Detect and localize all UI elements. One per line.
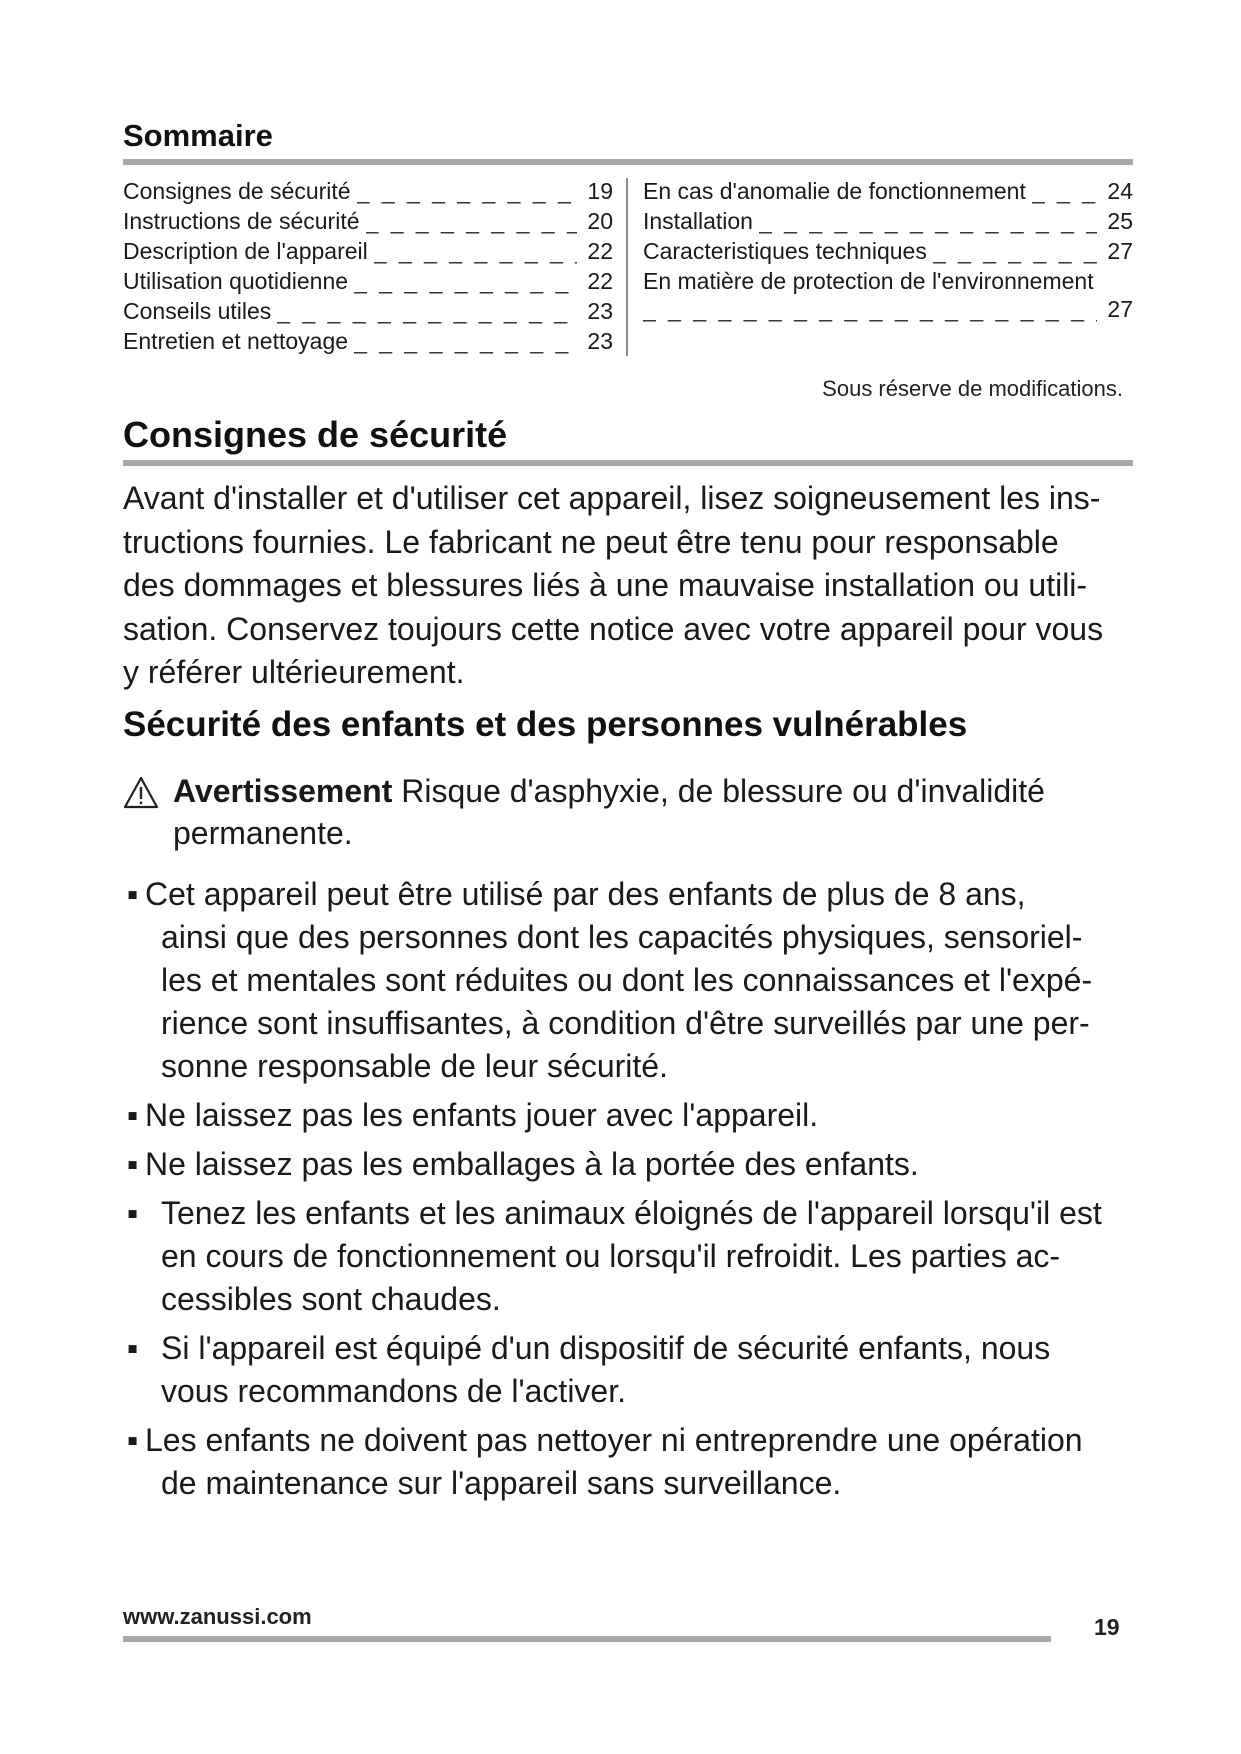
modification-note: Sous réserve de modifications. [822, 376, 1123, 401]
table-of-contents [123, 176, 1133, 361]
toc-entry[interactable] [643, 266, 1133, 294]
toc-entry-title: Instructions de sécurité [123, 208, 360, 234]
list-item-line: Si l'appareil est équipé d'un dispositif de sécurité enfants, nous [161, 1330, 1051, 1366]
toc-right-column [643, 176, 1133, 324]
list-item-line: rience sont insuffisantes, à condition d'être surveillés par une per- [161, 1005, 1090, 1041]
summary-title: Sommaire [123, 118, 273, 153]
list-item-line: les et mentales sont réduites ou dont les connaissances et l'expé- [161, 962, 1093, 998]
list-item [123, 873, 1133, 1088]
toc-entry-title: Entretien et nettoyage [123, 328, 349, 354]
section-rule [123, 460, 1133, 466]
toc-entry-page: 22 [587, 268, 613, 294]
footer-rule [123, 1636, 1051, 1642]
warning-block [123, 770, 1133, 854]
toc-entry-title: Description de l'appareil [123, 238, 368, 264]
toc-entry[interactable] [123, 266, 613, 296]
section-title: Consignes de sécurité [123, 414, 508, 455]
intro-line: des dommages et blessures liés à une mauvaise installation ou utili- [123, 567, 1088, 603]
toc-entry-page: 23 [587, 298, 613, 324]
toc-entry-page: 22 [587, 238, 613, 264]
bullet-icon: ▪ [127, 1330, 139, 1366]
list-item-line: Ne laissez pas les enfants jouer avec l'appareil. [145, 1097, 819, 1133]
bullet-icon: ▪ [127, 1097, 139, 1133]
summary-rule [123, 159, 1133, 165]
footer-website-link[interactable]: www.zanussi.com [123, 1604, 312, 1629]
toc-entry[interactable] [643, 206, 1133, 236]
toc-entry[interactable] [643, 236, 1133, 266]
toc-entry[interactable] [123, 296, 613, 326]
warning-text [123, 770, 1133, 854]
intro-line: y référer ultérieurement. [123, 654, 465, 690]
list-item-line: Les enfants ne doivent pas nettoyer ni entreprendre une opération [145, 1422, 1083, 1458]
warning-triangle-icon [123, 776, 159, 810]
toc-left-column [123, 176, 613, 356]
intro-paragraph [123, 477, 1133, 695]
list-item-line: Ne laissez pas les emballages à la portée des enfants. [145, 1146, 919, 1182]
list-item [123, 1419, 1133, 1505]
list-item [123, 1143, 1133, 1186]
toc-entry-title: Conseils utiles [123, 298, 272, 324]
toc-entry-continuation[interactable] [643, 294, 1133, 324]
list-item-line: Cet appareil peut être utilisé par des enfants de plus de 8 ans, [145, 876, 1026, 912]
toc-entry-title: En cas d'anomalie de fonctionnement [643, 178, 1026, 204]
toc-entry-title: Consignes de sécurité [123, 178, 351, 204]
warning-message: Risque d'asphyxie, de blessure ou d'invalidité [401, 773, 1045, 809]
toc-entry[interactable] [123, 206, 613, 236]
toc-leader [1032, 176, 1097, 206]
list-item-line: en cours de fonctionnement ou lorsqu'il refroidit. Les parties ac- [161, 1238, 1061, 1274]
intro-line: Avant d'installer et d'utiliser cet appareil, lisez soigneusement les ins- [123, 480, 1101, 516]
list-item [123, 1094, 1133, 1137]
list-item-line: de maintenance sur l'appareil sans surveillance. [161, 1465, 842, 1501]
toc-entry-page: 27 [1107, 296, 1133, 322]
bullet-icon: ▪ [127, 876, 139, 912]
toc-leader [366, 206, 577, 236]
warning-message-cont: permanente. [173, 815, 353, 851]
list-item [123, 1192, 1133, 1321]
list-item-line: cessibles sont chaudes. [161, 1281, 501, 1317]
toc-divider [626, 178, 628, 356]
toc-entry-title: Installation [643, 208, 753, 234]
toc-entry[interactable] [123, 176, 613, 206]
toc-leader [354, 266, 577, 296]
toc-leader [354, 326, 577, 356]
warning-label: Avertissement [173, 773, 393, 809]
toc-leader [277, 296, 577, 326]
toc-leader [374, 236, 577, 266]
list-item-line: Tenez les enfants et les animaux éloignés de l'appareil lorsqu'il est [161, 1195, 1102, 1231]
subsection-title: Sécurité des enfants et des personnes vulnérables [123, 705, 968, 744]
list-item-line: sonne responsable de leur sécurité. [161, 1048, 668, 1084]
toc-entry-page: 19 [587, 178, 613, 204]
toc-leader [357, 176, 577, 206]
bullet-list [123, 873, 1133, 1511]
toc-leader [759, 206, 1097, 236]
bullet-icon: ▪ [127, 1195, 139, 1231]
toc-entry[interactable] [123, 236, 613, 266]
list-item-line: vous recommandons de l'activer. [161, 1373, 626, 1409]
toc-leader [933, 236, 1097, 266]
toc-entry-title: En matière de protection de l'environnement [643, 268, 1094, 294]
toc-entry[interactable] [123, 326, 613, 356]
toc-entry-page: 27 [1107, 238, 1133, 264]
list-item-line: ainsi que des personnes dont les capacités physiques, sensoriel- [161, 919, 1083, 955]
toc-entry[interactable] [643, 176, 1133, 206]
toc-entry-title: Caracteristiques techniques [643, 238, 927, 264]
toc-entry-page: 23 [587, 328, 613, 354]
bullet-icon: ▪ [127, 1146, 139, 1182]
toc-entry-page: 24 [1107, 178, 1133, 204]
bullet-icon: ▪ [127, 1422, 139, 1458]
toc-entry-page: 25 [1107, 208, 1133, 234]
toc-leader [643, 294, 1097, 324]
page-number: 19 [1094, 1614, 1120, 1640]
intro-line: sation. Conservez toujours cette notice avec votre appareil pour vous [123, 610, 1104, 647]
intro-line: tructions fournies. Le fabricant ne peut être tenu pour responsable [123, 523, 1059, 560]
toc-entry-title: Utilisation quotidienne [123, 268, 349, 294]
toc-entry-page: 20 [587, 208, 613, 234]
list-item [123, 1327, 1133, 1413]
